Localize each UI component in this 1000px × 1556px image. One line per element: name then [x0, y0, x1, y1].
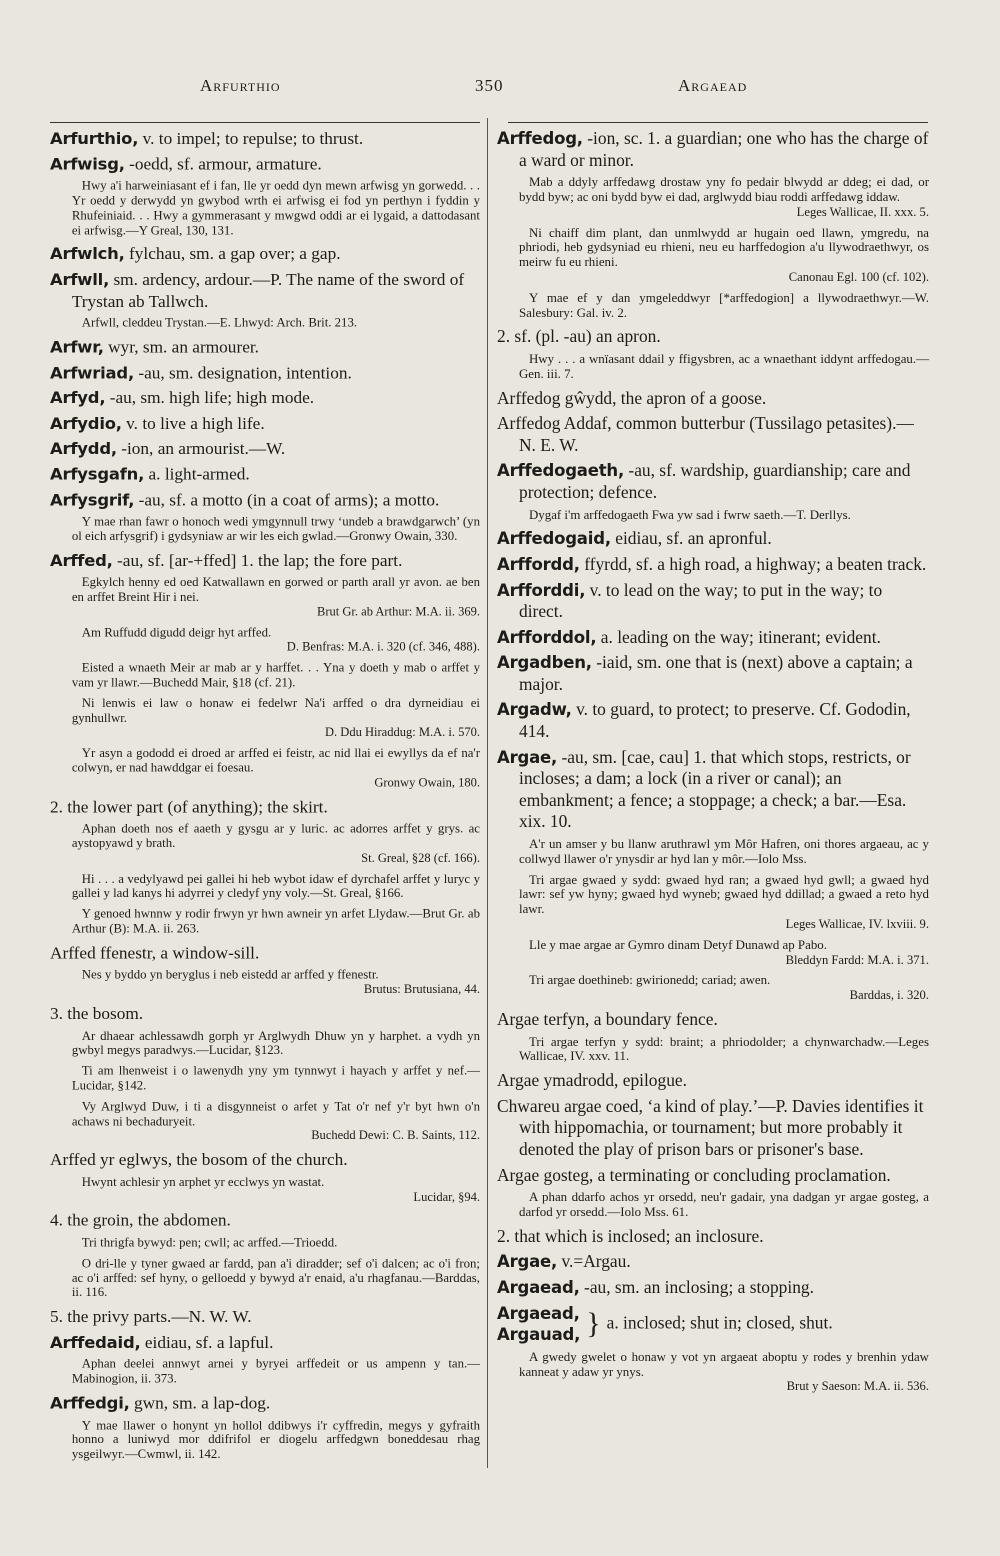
citation: [72, 1099, 480, 1143]
entry-headword: Arfysgrif,: [50, 490, 135, 509]
dictionary-entry: [50, 362, 480, 383]
sense: [497, 1226, 929, 1248]
citation-text: Dygaf i'm arffedogaeth Fwa yw sad i fwrw saeth.—T. Derllys.: [529, 507, 851, 522]
citation: [519, 352, 929, 382]
citation-text: Tri argae terfyn y sydd: braint; a phriodolder; a chynwarchadw.—Leges Wallicae, IV. xxv. 11.: [519, 1034, 929, 1064]
entry-headword: Arfwriad,: [50, 362, 134, 382]
citation-text: Arfwll, cleddeu Trystan.—E. Lhwyd: Arch. Brit. 213.: [81, 315, 358, 330]
citation-text: Eisted a wnaeth Meir ar mab ar y harffet. . . Yna y doeth y mab o arffet y vam yr llawr.—Buchedd Mair, §18 (cf. 21).: [71, 660, 480, 690]
citation: [72, 1357, 480, 1386]
entry-definition: eidiau, sf. a lapful.: [144, 1331, 274, 1352]
citation: [72, 907, 480, 936]
citation-source: Brutus: Brutusiana, 44.: [363, 982, 480, 997]
citation-text: Y mae ef y dan ymgeleddwyr [*arffedogion] a llywodraethwyr.—W. Salesbury: Gal. iv. 2.: [519, 290, 929, 320]
dictionary-entry: [497, 460, 929, 503]
dictionary-entry: [497, 528, 929, 550]
header-rule: [0, 122, 1000, 123]
entry-headword: Arfurthio,: [50, 128, 139, 148]
entry-definition: ffyrdd, sf. a high road, a highway; a beaten track.: [584, 553, 927, 574]
entry-definition: -ion, sc. 1. a guardian; one who has the charge of a ward or minor.: [519, 128, 929, 170]
citation-source: Leges Wallicae, IV. lxviii. 9.: [785, 917, 929, 932]
running-head-right: Argaead: [678, 76, 748, 95]
entry-definition: v. to live a high life.: [126, 412, 265, 433]
entry-headword: Argae,: [497, 747, 558, 767]
entry-definition: a. inclosed; shut in; closed, shut.: [606, 1312, 833, 1333]
entry-definition: v. to impel; to repulse; to thrust.: [142, 128, 364, 148]
entry-definition: -iaid, sm. one that is (next) above a captain; a major.: [519, 652, 913, 694]
sub-entry-text: Arffed ffenestr, a window-sill.: [50, 942, 260, 963]
sense: [50, 1306, 480, 1327]
entry-definition: v. to lead on the way; to put in the way; to direct.: [519, 579, 883, 622]
citation-text: Am Ruffudd digudd deigr hyt arffed.: [81, 625, 272, 640]
citation: [72, 1236, 480, 1251]
citation-source: Buchedd Dewi: C. B. Saints, 112.: [311, 1128, 480, 1143]
citation-text: Nes y byddo yn beryglus i neb eistedd ar arffed y ffenestr.: [81, 967, 379, 982]
sense-text: 2. sf. (pl. -au) an apron.: [497, 326, 661, 347]
left-column: [50, 128, 480, 1468]
citation: [72, 661, 480, 690]
entry-definition: wyr, sm. an armourer.: [108, 336, 259, 357]
brace-icon: }: [586, 1307, 601, 1341]
citation: [72, 575, 480, 619]
sub-entry-text: Chwareu argae coed, ‘a kind of play.’—P. Davies identifies it with hippomachia, or tournament; but more probably it denoted the play of prison bars or prisoner's base.: [497, 1095, 924, 1159]
citation-text: Tri thrigfa bywyd: pen; cwll; ac arffed.—Trioedd.: [81, 1235, 338, 1250]
sub-entry: [50, 942, 480, 963]
citation-text: Hwynt achlesir yn arphet yr ecclwys yn wastat.: [81, 1174, 325, 1189]
entry-definition: v. to guard, to protect; to preserve. Cf. Gododin, 414.: [519, 699, 911, 742]
citation: [72, 1029, 480, 1058]
dictionary-entry: [50, 550, 480, 571]
citation-text: Y mae rhan fawr o honoch wedi ymgynnull trwy ‘undeb a brawdgarwch’ (yn ol eich arfysgrif) i gydsyniaw ar wir les eich gwlad.—Gronwy Owain, 330.: [71, 514, 480, 544]
citation: [72, 1256, 480, 1300]
sub-entry: [497, 1070, 929, 1092]
citation: [519, 837, 929, 867]
entry-headword: Arfforddol,: [497, 627, 597, 647]
sub-entry-text: Arffedog Addaf, common butterbur (Tussilago petasites).—N. E. W.: [497, 413, 914, 455]
entry-definition: sm. ardency, ardour.—P. The name of the sword of Trystan ab Tallwch.: [71, 269, 465, 311]
entry-definition: -au, sm. [cae, cau] 1. that which stops, restricts, or incloses; a dam; a lock (in a river or canal); an embankment; a fence; a stoppage; a check; a bar.—Esa. xix. 10.: [519, 746, 911, 832]
citation: [519, 226, 929, 285]
citation: [72, 1064, 480, 1093]
sense-text: 4. the groin, the abdomen.: [50, 1210, 231, 1230]
entry-definition: -au, sf. a motto (in a coat of arms); a motto.: [138, 489, 440, 509]
citation-text: A gwedy gwelet o honaw y vot yn argaeat aboptu y rodes y brenhin ydaw kanneat y adaw yr ynys.: [519, 1349, 929, 1379]
sense-text: 2. the lower part (of anything); the skirt.: [50, 796, 328, 817]
citation-text: Ni lenwis ei law o honaw ei fedelwr Na'i arffed o dra dyrneidiau ei gynhullwr.: [71, 696, 480, 725]
entry-definition: -au, sm. an inclosing; a stopping.: [584, 1276, 814, 1297]
sub-entry: [50, 1149, 480, 1170]
sense-text: 3. the bosom.: [50, 1003, 144, 1024]
entry-definition: a. leading on the way; itinerant; evident.: [600, 626, 881, 647]
dictionary-entry: [50, 489, 480, 510]
dictionary-entry: [50, 337, 480, 358]
citation: [72, 872, 480, 901]
sub-entry-text: Argae gosteg, a terminating or concluding proclamation.: [497, 1164, 891, 1185]
citation-text: Egkylch henny ed oed Katwallawn en gorwed or parth arall yr avon. ae ben en arffet Breint Hir i nei.: [71, 575, 480, 604]
entry-headword: Arfwisg,: [50, 154, 125, 174]
citation: [519, 873, 929, 932]
citation: [519, 1190, 929, 1220]
sense: [50, 796, 480, 817]
dictionary-entry: [50, 464, 480, 485]
citation: [519, 508, 929, 523]
sense-text: 2. that which is inclosed; an inclosure.: [497, 1225, 764, 1246]
entry-headword: Arffedogaeth,: [497, 461, 625, 481]
entry-definition: eidiau, sf. an apronful.: [615, 528, 772, 549]
header-rule-left: [50, 122, 480, 123]
entry-headword: Arfyd,: [50, 388, 106, 408]
citation: [519, 1350, 929, 1394]
citation-source: D. Benfras: M.A. i. 320 (cf. 346, 488).: [286, 640, 480, 654]
citation-source: St. Greal, §28 (cf. 166).: [361, 850, 480, 865]
entry-definition: v.=Argau.: [561, 1251, 631, 1272]
citation: [519, 175, 929, 219]
right-column: [497, 128, 929, 1400]
sub-entry: [497, 1165, 929, 1187]
citation: [72, 822, 480, 866]
citation-text: Tri argae doethineb: gwirionedd; cariad; awen.: [529, 973, 771, 988]
entry-headword: Arffordd,: [497, 554, 580, 574]
citation-text: A'r un amser y bu llanw aruthrawl ym Môr Hafren, oni thores argaeau, ac y collwyd llawer o'r ynysdir ar hyd lan y môr.—Iolo Mss.: [519, 837, 929, 866]
headword-group: [497, 1303, 580, 1346]
citation: [72, 316, 480, 331]
citation-text: Y mae llawer o honynt yn hollol ddibwys i'r cyffredin, megys y gyfraith honno a luniwyd mor ddifrifol er diogelu arffedgwn boneddesau rhag ysgeilwyr.—Cwmwl, ii. 142.: [71, 1417, 480, 1462]
citation-text: Vy Arglwyd Duw, i ti a disgynneist o arfet y Tat o'r nef y'r byt hwn o'n achaws ni bechaduryeit.: [71, 1099, 480, 1128]
citation: [72, 746, 480, 790]
entry-headword: Arffedogaid,: [497, 529, 611, 549]
sense: [497, 326, 929, 348]
citation-source: Canonau Egl. 100 (cf. 102).: [788, 269, 929, 284]
running-head-left: Arfurthio: [200, 76, 281, 95]
citation: [72, 1418, 480, 1462]
dictionary-entry: [497, 554, 929, 576]
dictionary-entry: [50, 128, 480, 149]
entry-definition: -oedd, sf. armour, armature.: [129, 153, 322, 174]
dictionary-entry: [497, 747, 929, 833]
entry-definition: -au, sm. designation, intention.: [138, 361, 352, 382]
entry-definition: a. light-armed.: [148, 463, 250, 484]
header-rule-right: [508, 122, 928, 123]
entry-headword: Argaead,: [497, 1303, 580, 1323]
entry-headword: Arfysgafn,: [50, 464, 145, 484]
dictionary-entry: [50, 153, 480, 174]
citation: [519, 1035, 929, 1065]
column-divider: [487, 118, 488, 1468]
citation-text: Hwy . . . a wnïasant ddail y ffigysbren, ac a wnaethant iddynt arffedogau.—Gen. iii. 7.: [519, 351, 929, 381]
dictionary-entry: [497, 128, 929, 171]
citation: [519, 938, 929, 968]
sub-entry-text: Argae terfyn, a boundary fence.: [497, 1009, 718, 1029]
citation-text: A phan ddarfo achos yr orsedd, neu'r gadair, yna dadgan yr argae gosteg, a darfod yr orsedd.—Iolo Mss. 61.: [519, 1190, 929, 1219]
entry-headword: Arffedgi,: [50, 1393, 130, 1413]
citation-text: Ar dhaear achlessawdh gorph yr Arglwydh Dhuw yn y harphet. a vydh yn gwbyl megys paradwys.—Lucidar, §123.: [71, 1028, 480, 1058]
entry-definition: -au, sf. [ar-+ffed] 1. the lap; the fore part.: [117, 549, 403, 570]
sub-entry: [497, 413, 929, 456]
dictionary-entry: [50, 244, 480, 265]
sub-entry-text: Arffedog gŵydd, the apron of a goose.: [497, 387, 767, 408]
dictionary-entry: [50, 413, 480, 434]
entry-definition: fylchau, sm. a gap over; a gap.: [129, 243, 341, 264]
entry-definition: gwn, sm. a lap-dog.: [133, 1392, 271, 1413]
dictionary-entry: [497, 652, 929, 695]
citation: [519, 291, 929, 321]
page-number: 350: [475, 76, 504, 95]
dictionary-entry: [50, 1392, 480, 1413]
citation-text: Hwy a'i harweiniasant ef i fan, lle yr oedd dyn mewn arfwisg yn gorwedd. . . Yr oedd y derwydd yn gwybod wrth ei arfwisg ei fod yn perthyn i fyddin y Rhufeiniaid. . . Hwy a gymmerasant y mwgwd oddi ar ei lygaid, a dattodasant ei arfwisg.—Y Greal, 130, 131.: [71, 178, 480, 237]
citation: [72, 515, 480, 544]
entry-headword: Arfydio,: [50, 413, 122, 433]
dictionary-entry: [497, 1277, 929, 1299]
dictionary-entry: [50, 1332, 480, 1353]
entry-headword: Arfwll,: [50, 270, 110, 289]
citation-text: Lle y mae argae ar Gymro dinam Detyf Dunawd ap Pabo.: [529, 937, 827, 952]
citation-text: Ti am lhenweist i o lawenydh yny ym tynnwyt i hayach y arffet y nef.—Lucidar, §142.: [71, 1063, 480, 1093]
entry-headword: Arfforddi,: [497, 580, 586, 600]
entry-headword: Arfydd,: [50, 439, 117, 459]
citation-text: O dri-lle y tyner gwaed ar fardd, pan a'i diradder; sef o'i dalcen; ac o'i fron; ac o'i arffed: sef hyny, o gelloedd y bywyd a'r enaid, a'u rhagfanau.—Barddas, ii. 116.: [71, 1256, 480, 1300]
sense: [50, 1003, 480, 1024]
entry-headword: Arffedaid,: [50, 1332, 141, 1352]
citation-source: Brut Gr. ab Arthur: M.A. ii. 369.: [317, 604, 480, 619]
citation: [519, 973, 929, 1003]
citation-text: Yr asyn a gododd ei droed ar arffed ei feistr, ac nid llai ei ewyllys da ef na'r colwyn, er nad hawddgar ei foesau.: [71, 746, 480, 775]
sense: [50, 1210, 480, 1231]
dictionary-entry: [497, 627, 929, 649]
entry-headword: Argauad,: [497, 1325, 581, 1345]
citation: [72, 1175, 480, 1204]
sub-entry: [497, 1009, 929, 1031]
entry-headword: Arfwr,: [50, 337, 104, 357]
citation-source: Brut y Saeson: M.A. ii. 536.: [786, 1379, 929, 1394]
sub-entry-text: Argae ymadrodd, epilogue.: [497, 1070, 687, 1091]
citation-text: Aphan deelei annwyt arnei y byryei arffedeit or us ampenn y tan.—Mabinogion, ii. 373.: [71, 1357, 480, 1386]
sub-entry: [497, 388, 929, 410]
citation-text: Tri argae gwaed y sydd: gwaed hyd ran; a gwaed hyd gwll; a gwaed hyd lawr: sef yw hyny; gwaed hyd wyneb; gwaed hyd ddillad; a gwaed a reto hyd lawr.: [519, 872, 929, 917]
citation-text: Aphan doeth nos ef aaeth y gysgu ar y luric. ac adorres arffet y grys. ac aystopyawd y brath.: [71, 821, 480, 851]
sub-entry-text: Arffed yr eglwys, the bosom of the church.: [50, 1149, 348, 1170]
entry-headword: Arffedog,: [497, 129, 583, 148]
entry-headword: Arfwlch,: [50, 244, 125, 264]
citation-text: Mab a ddyly arffedawg drostaw yny fo pedair blwydd ar ddeg; ei dad, or bydd byw; ac oni bydd byw ei dad, arglwydd biau roddi arffedawg iddaw.: [519, 175, 929, 204]
dictionary-entry: [497, 1303, 929, 1346]
dictionary-entry: [497, 1251, 929, 1273]
dictionary-entry: [497, 699, 929, 742]
citation-source: Leges Wallicae, II. xxx. 5.: [796, 204, 929, 219]
entry-headword: Arffed,: [50, 550, 113, 570]
citation: [72, 179, 480, 238]
dictionary-entry: [50, 387, 480, 408]
citation-source: Barddas, i. 320.: [849, 988, 929, 1003]
citation-source: Bleddyn Fardd: M.A. i. 371.: [785, 952, 929, 967]
entry-headword: Argaead,: [497, 1277, 580, 1297]
entry-definition: -ion, an armourist.—W.: [121, 438, 286, 459]
entry-headword: Argae,: [497, 1252, 558, 1272]
dictionary-entry: [50, 438, 480, 459]
citation-source: Lucidar, §94.: [413, 1189, 480, 1204]
entry-headword: Argadben,: [497, 653, 592, 673]
dictionary-entry: [497, 580, 929, 623]
citation-text: Y genoed hwnnw y rodir frwyn yr hwn awneir yn arfet Llydaw.—Brut Gr. ab Arthur (B): M.A. ii. 263.: [71, 907, 480, 936]
citation-source: D. Ddu Hiraddug: M.A. i. 570.: [325, 725, 480, 740]
entry-definition: -au, sf. wardship, guardianship; care and protection; defence.: [519, 460, 911, 502]
citation: [72, 696, 480, 740]
citation-text: Ni chaiff dim plant, dan unmlwydd ar hugain oed llawn, ymgredu, na phriodi, heb gydsyniad eu rhieni, neu eu harffedogion a'u llywodraethwyr, os meirw fu eu rhieni.: [519, 225, 929, 270]
sense-text: 5. the privy parts.—N. W. W.: [50, 1306, 252, 1327]
dictionary-entry: [50, 269, 480, 312]
citation-text: Hi . . . a vedylyawd pei gallei hi heb wybot idaw ef dyrchafel arffet y luryc y gallei y lad kanys hi adyrrei y cledyf yny voly.—St. Greal, §166.: [71, 871, 480, 901]
sub-entry: [497, 1096, 929, 1161]
citation-source: Gronwy Owain, 180.: [374, 775, 480, 790]
citation: [72, 968, 480, 997]
running-head: [50, 76, 950, 100]
entry-definition: -au, sm. high life; high mode.: [109, 387, 315, 408]
citation: [72, 625, 480, 654]
entry-headword: Argadw,: [497, 700, 572, 720]
